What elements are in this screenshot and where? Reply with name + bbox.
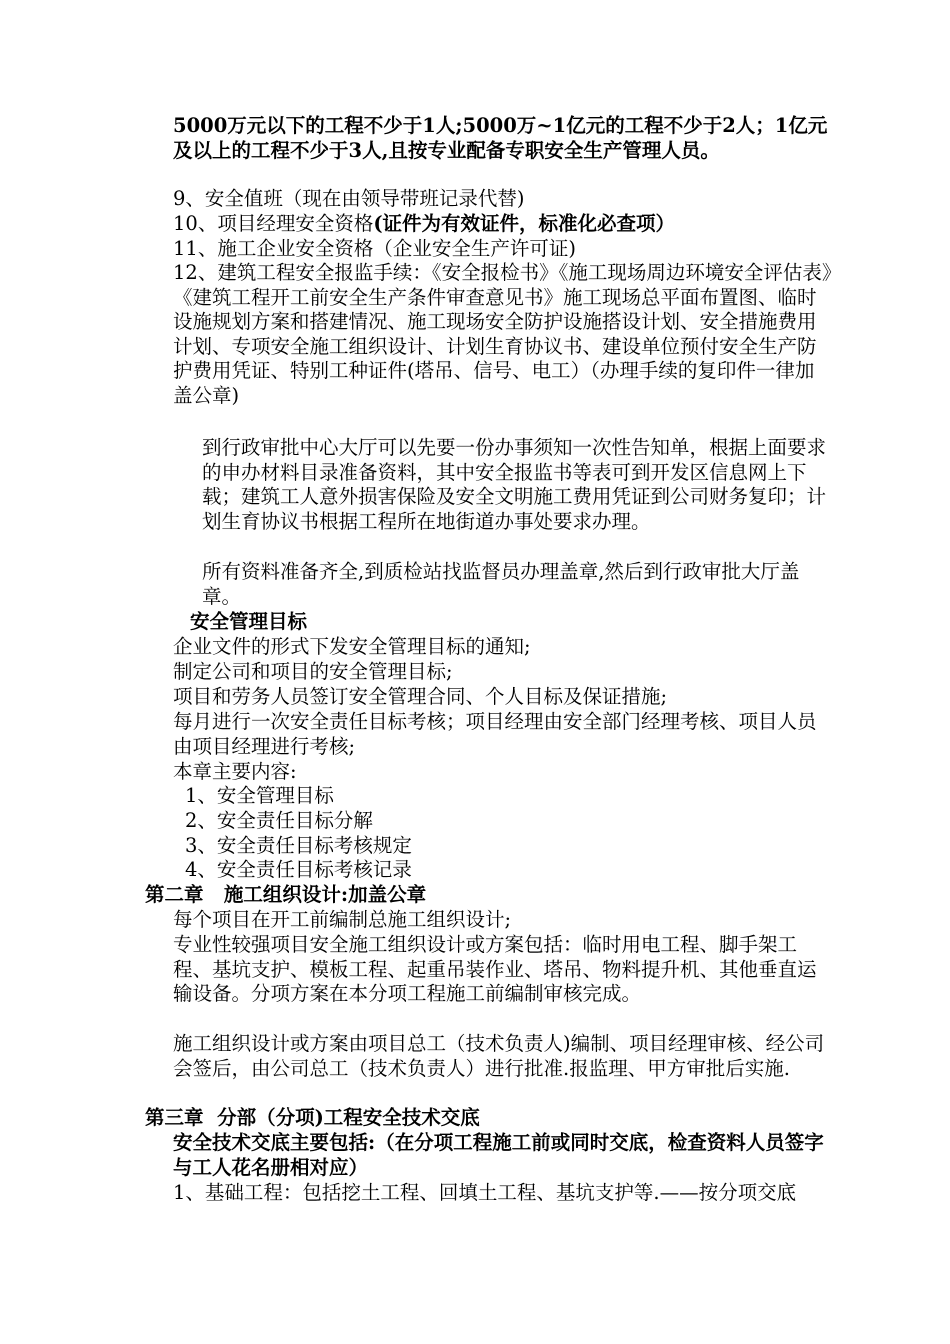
contents-item-4: 4、安全责任目标考核记录 [185, 858, 412, 881]
note-paragraph-2: 所有资料准备齐全,到质检站找监督员办理盖章,然后到行政审批大厅盖章。 [202, 560, 800, 608]
item-10-bold: (证件为有效证件，标准化必查项） [373, 212, 676, 235]
intro-bold-paragraph: 5000万元以下的工程不少于1人;5000万~1亿元的工程不少于2人；1亿元及以上的工程不少于3人,且按专业配备专职安全生产管理人员。 [173, 114, 828, 162]
contents-item-3: 3、安全责任目标考核规定 [185, 834, 412, 857]
section-para-4: 每月进行一次安全责任目标考核；项目经理由安全部门经理考核、项目人员由项目经理进行考核; [173, 710, 817, 758]
item-12: 12、建筑工程安全报监手续：《安全报检书》《施工现场周边环境安全评估表》《建筑工程开工前安全生产条件审查意见书》施工现场总平面布置图、临时设施规划方案和搭建情况、施工现场安全防护设施搭设计划、安全措施费用计划、专项安全施工组织设计、计划生育协议书、建设单位预付安全生产防护费用凭证、特别工种证件(塔吊、信号、电工）（办理手续的复印件一律加盖公章) [173, 261, 832, 407]
section-para-3: 项目和劳务人员签订安全管理合同、个人目标及保证措施; [173, 685, 668, 708]
contents-item-2: 2、安全责任目标分解 [185, 809, 373, 832]
chapter3-heading: 第三章 分部（分项)工程安全技术交底 [145, 1106, 480, 1129]
chapter2-heading: 第二章 施工组织设计:加盖公章 [145, 883, 427, 906]
note-paragraph-1: 到行政审批中心大厅可以先要一份办事须知一次性告知单，根据上面要求的申办材料目录准备资料，其中安全报监书等表可到开发区信息网上下载；建筑工人意外损害保险及安全文明施工费用凭证到公司财务复印；计划生育协议书根据工程所在地街道办事处要求办理。 [202, 436, 827, 533]
chapter2-para-3: 施工组织设计或方案由项目总工（技术负责人)编制、项目经理审核、经公司会签后，由公司总工（技术负责人）进行批准.报监理、甲方审批后实施. [173, 1032, 825, 1080]
item-9: 9、安全值班（现在由领导带班记录代替) [173, 187, 525, 210]
item-11: 11、施工企业安全资格（企业安全生产许可证) [173, 237, 576, 260]
section-para-5: 本章主要内容: [173, 760, 297, 783]
item-10-text: 10、项目经理安全资格 [173, 212, 374, 235]
section-para-1: 企业文件的形式下发安全管理目标的通知; [173, 635, 531, 658]
chapter2-para-2: 专业性较强项目安全施工组织设计或方案包括：临时用电工程、脚手架工程、基坑支护、模板工程、起重吊装作业、塔吊、物料提升机、其他垂直运输设备。分项方案在本分项工程施工前编制审核完成。 [173, 933, 817, 1005]
item-10 [173, 212, 833, 237]
chapter2-para-1: 每个项目在开工前编制总施工组织设计; [173, 908, 512, 931]
section-heading: 安全管理目标 [190, 610, 308, 633]
chapter3-para: 1、基础工程：包括挖土工程、回填土工程、基坑支护等.——按分项交底 [173, 1181, 797, 1204]
chapter3-bold-para: 安全技术交底主要包括:（在分项工程施工前或同时交底，检查资料人员签字与工人花名册相对应） [173, 1131, 824, 1179]
section-para-2: 制定公司和项目的安全管理目标; [173, 660, 453, 683]
contents-item-1: 1、安全管理目标 [185, 784, 334, 807]
